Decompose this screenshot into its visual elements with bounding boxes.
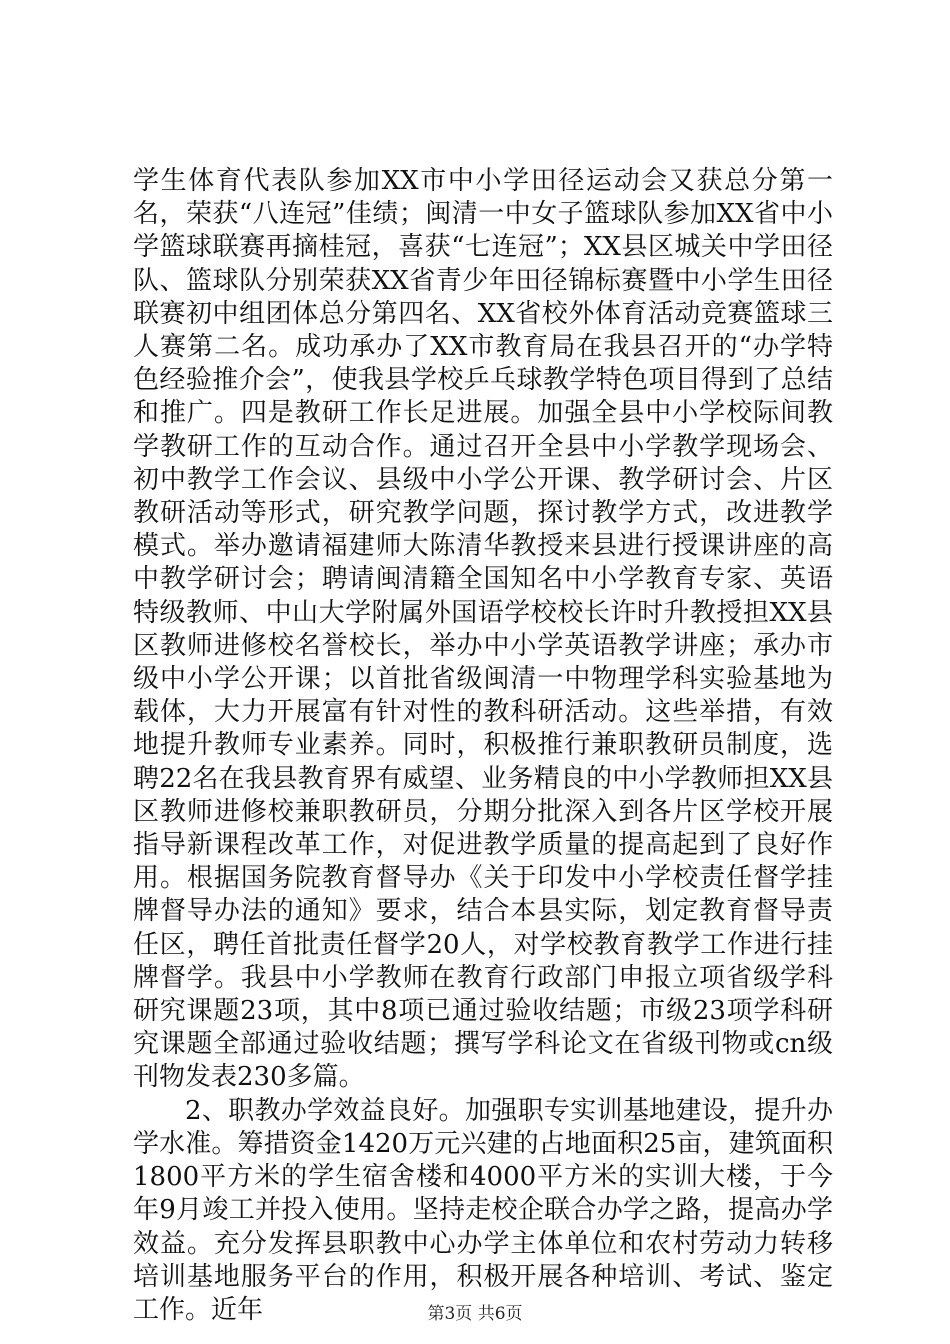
- page-number-footer: 第3页 共6页: [427, 1304, 523, 1324]
- document-body: [133, 165, 833, 1327]
- paragraph-vocational-education: 2、职教办学效益良好。加强职专实训基地建设，提升办学水准。筹措资金1420万元兴建的占地面积25亩，建筑面积1800平方米的学生宿舍楼和4000平方米的实训大楼，于今年9月竣工并投入使用。坚持走校企联合办学之路，提高办学效益。充分发挥县职教中心办学主体单位和农村劳动力转移培训基地服务平台的作用，积极开展各种培训、考试、鉴定工作。近年: [133, 1095, 833, 1325]
- paragraph-continuation: 学生体育代表队参加XX市中小学田径运动会又获总分第一名，荣获“八连冠”佳绩；闽清一中女子篮球队参加XX省中小学篮球联赛再摘桂冠，喜获“七连冠”；XX县区城关中学田径队、篮球队分别荣获XX省青少年田径锦标赛暨中小学生田径联赛初中组团体总分第四名、XX省校外体育活动竞赛篮球三人赛第二名。成功承办了XX市教育局在我县召开的“办学特色经验推介会”，使我县学校乒乓球教学特色项目得到了总结和推广。四是教研工作长足进展。加强全县中小学校际间教学教研工作的互动合作。通过召开全县中小学教学现场会、初中教学工作会议、县级中小学公开课、教学研讨会、片区教研活动等形式，研究教学问题，探讨教学方式，改进教学模式。举办邀请福建师大陈清华教授来县进行授课讲座的高中教学研讨会；聘请闽清籍全国知名中小学教育专家、英语特级教师、中山大学附属外国语学校校长许时升教授担XX县区教师进修校名誉校长，举办中小学英语教学讲座；承办市级中小学公开课；以首批省级闽清一中物理学科实验基地为载体，大力开展富有针对性的教科研活动。这些举措，有效地提升教师专业素养。同时，积极推行兼职教研员制度，选聘22名在我县教育界有威望、业务精良的中小学教师担XX县区教师进修校兼职教研员，分期分批深入到各片区学校开展指导新课程改革工作，对促进教学质量的提高起到了良好作用。根据国务院教育督导办《关于印发中小学校责任督学挂牌督导办法的通知》要求，结合本县实际，划定教育督导责任区，聘任首批责任督学20人，对学校教育教学工作进行挂牌督学。我县中小学教师在教育行政部门申报立项省级学科研究课题23项，其中8项已通过验收结题；市级23项学科研究课题全部通过验收结题；撰写学科论文在省级刊物或cn级刊物发表230多篇。: [133, 166, 833, 1093]
